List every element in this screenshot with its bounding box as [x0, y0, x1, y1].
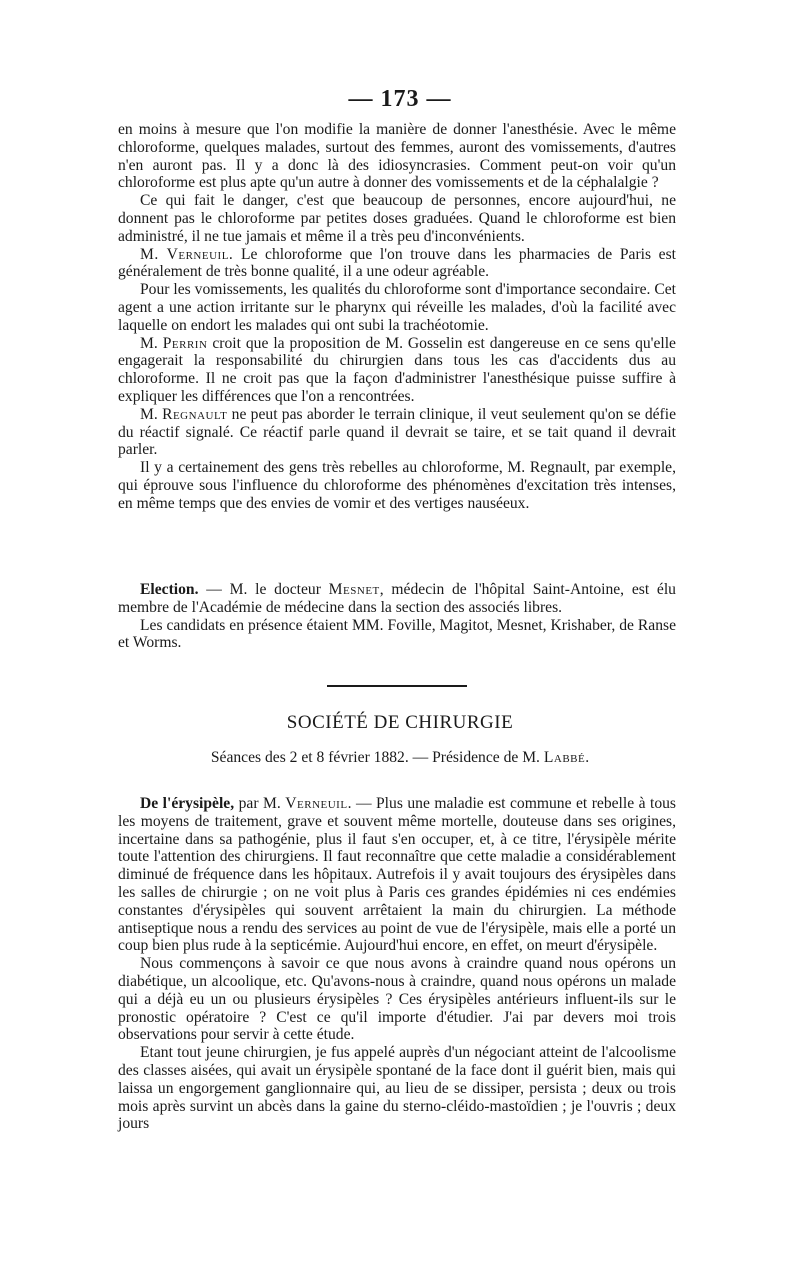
election-block [118, 581, 676, 652]
paragraph: Nous commençons à savoir ce que nous avons à craindre quand nous opérons un diabétique, un alcoolique, etc. Qu'avons-nous à craindre, quand nous opérons un malade qui a déjà eu un ou plusieurs érysipèles ? Ces érysipèles antérieurs influent-ils sur le pronostic opératoire ? C'est ce qu'il importe d'étudier. J'ai par devers moi trois observations pour servir à cette étude. [118, 955, 676, 1044]
page-number: — 173 — [348, 86, 452, 112]
paragraph-text: Le chloroforme que l'on trouve dans les pharmacies de Paris est généralement de très bonne qualité, il a une odeur agréable. [118, 245, 677, 281]
speaker-name: M. Verneuil. [140, 245, 234, 263]
paragraph-text: — M. le docteur [198, 581, 329, 598]
paragraph [118, 406, 676, 459]
author-name: Verneuil [285, 795, 348, 812]
paragraph: en moins à mesure que l'on modifie la manière de donner l'anesthésie. Avec le même chloroforme, quelques malades, surtout des femmes, auront des vomissements, d'autres n'en auront pas. Il y a donc là des idiosyncrasies. Comment peut-on voir qu'un chloroforme est plus apte qu'un autre à donner des vomissements et de la céphalalgie ? [118, 121, 676, 192]
paragraph-text: ne peut pas aborder le terrain clinique, il veut seulement qu'on se défie du réactif signalé. Ce réactif parle quand il devrait se taire, et se tait quand il devrait parler. [118, 405, 677, 459]
paragraph: Il y a certainement des gens très rebelles au chloroforme, M. Regnault, par exemple, qui éprouve sous l'influence du chloroforme des phénomènes d'excitation très intenses, en même temps que des envies de vomir et des vertiges nauséeux. [118, 459, 676, 512]
speaker-name: Perrin [162, 334, 208, 352]
paragraph-text: , médecin de l'hôpital Saint-Antoine, est élu membre de l'Académie de médecine dans la section des associés libres. [118, 581, 676, 616]
paragraph-text: par M. [234, 795, 286, 812]
paragraph-text: croit que la proposition de M. Gosselin est dangereuse en ce sens qu'elle engagerait la responsabilité du chirurgien dans tous les cas d'accidents dus au chloroforme. Il ne croit pas que la façon d'administrer l'anesthésique puisse suffire à expliquer les différences que l'on a rencontrées. [118, 334, 676, 405]
paragraph-text: M. [140, 334, 163, 352]
session-line [0, 749, 800, 767]
run-in-heading: De l'érysipèle, [140, 795, 235, 812]
erysipelas-block [118, 795, 676, 1133]
paragraph: Etant tout jeune chirurgien, je fus appelé auprès d'un négociant atteint de l'alcoolisme des classes aisées, qui avait un érysipèle spontané de la face dont il guérit bien, mais qui laissa un engorgement ganglionnaire qui, au lieu de se dissiper, persista ; deux ou trois mois après survint un abcès dans la gaine du sterno-cléido-mastoïdien ; je l'ouvris ; deux jours [118, 1044, 676, 1133]
paragraph [118, 795, 676, 955]
speaker-name: Regnault [162, 405, 228, 423]
paragraph-text: M. [140, 405, 163, 423]
person-name: Mesnet [328, 581, 380, 598]
paragraph: Pour les vomissements, les qualités du chloroforme sont d'importance secondaire. Cet agent a une action irritante sur le pharynx qui réveille les malades, d'où la facilité avec laquelle on endort les malades qui ont subi la trachéotomie. [118, 281, 676, 334]
paragraph [118, 581, 676, 617]
paragraph: Les candidats en présence étaient MM. Foville, Magitot, Mesnet, Krishaber, de Ranse et Worms. [118, 616, 676, 652]
session-text: Séances des 2 et 8 février 1882. — Présidence de M. [210, 749, 544, 766]
paragraph [118, 246, 676, 282]
paragraph [118, 335, 676, 406]
paragraph: Ce qui fait le danger, c'est que beaucoup de personnes, encore aujourd'hui, ne donnent pas le chloroforme par petites doses graduées. Quand le chloroforme est bien administré, il ne tue jamais et même il a très peu d'inconvénients. [118, 192, 676, 245]
president-name: Labbé [543, 749, 586, 766]
discussion-block [118, 121, 676, 513]
section-title: SOCIÉTÉ DE CHIRURGIE [286, 712, 514, 733]
section-divider [327, 685, 467, 687]
session-text: . [585, 749, 590, 766]
paragraph-text: . — Plus une maladie est commune et rebelle à tous les moyens de traitement, grave et souvent même mortelle, douteuse dans ses origines, incertaine dans sa pathogénie, plus il faut s'en occuper, et, à ce titre, l'érysipèle mérite toute l'attention des chirurgiens. Il faut reconnaître que cette maladie a considérablement diminué de fréquence dans les hôpitaux. Autrefois il y avait toujours des érysipèles dans les salles de chirurgie ; on ne voit plus à Paris ces grandes épidémies ni ces endémies constantes d'érysipèles qui souvent arrêtaient la main du chirurgien. La méthode antiseptique nous a rendu des services au point de vue de l'érysipèle, mais elle a porté un coup bien plus rude à la septicémie. Aujourd'hui encore, en effet, on meurt d'érysipèle. [118, 795, 676, 955]
run-in-heading: Election. [140, 581, 199, 598]
